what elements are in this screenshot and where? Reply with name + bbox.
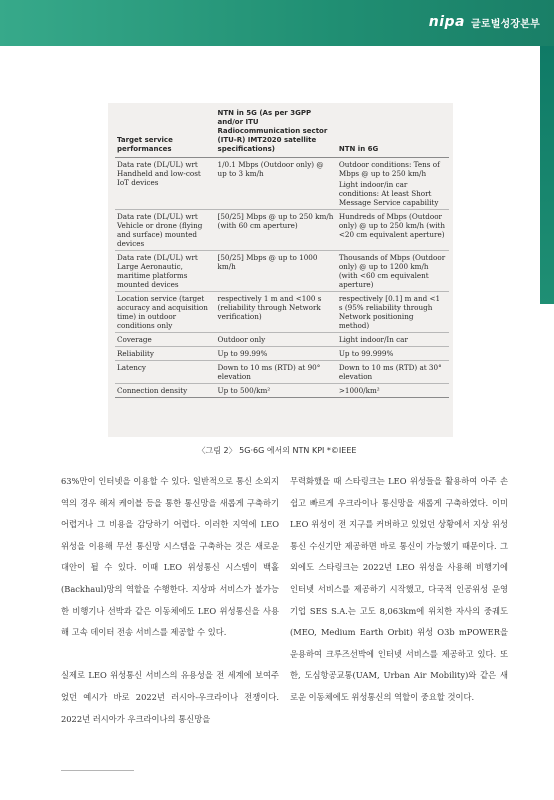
cell-service: Data rate (DL/UL) wrt Vehicle or drone (flying and surface) mounted devices [115,210,216,251]
paragraph: 63%만이 인터넷을 이용할 수 있다. 일반적으로 통신 소외지역의 경우 해저 케이블 등을 통한 통신망을 새롭게 구축하기 어렵거나 그 비용을 감당하기 어렵다. 이러한 지역에 LEO 위성을 이용해 무선 통신망 시스템을 구축하는 것은 새로운 대안이 될 수 있다. 이때 LEO 위성통신 시스템이 백홀(Backhaul)망의 역할을 수행한다. 지상파 서비스가 불가능한 비행기나 선박과 같은 이동체에도 LEO 위성통신을 사용해 고속 데이터 전송 서비스를 제공할 수 있다. [61,476,279,638]
cell-5g: Outdoor only [216,333,337,347]
figure-caption: 〈그림 2〉 5G·6G 에서의 NTN KPI *©IEEE [197,446,357,455]
body-column-left [61,471,279,730]
paragraph: 무력화했을 때 스타링크는 LEO 위성들을 활용하여 아주 손쉽고 빠르게 우크라이나 통신망을 새롭게 구축하였다. 이미 LEO 위성이 전 지구를 커버하고 있었던 상황에서 지상 위성통신 수신기만 제공하면 바로 통신이 가능했기 때문이다. 그 외에도 스타링크는 2022년 LEO 위성을 사용해 비행기에 인터넷 서비스를 제공하기 시작했고, 다국적 인공위성 운영 기업 SES S.A.는 고도 8,063km에 위치한 자사의 중궤도(MEO, Medium Earth Orbit) 위성 O3b mPOWER을 운용하여 크루즈선박에 인터넷 서비스를 제공하고 있다. 또한, 도심항공교통(UAM, Urban Air Mobility)와 같은 새로운 이동체에도 위성통신의 역할이 중요할 것이다. [290,476,508,702]
header-bar [0,0,554,46]
figure-kpi-table [108,103,453,437]
cell-service: Data rate (DL/UL) wrt Handheld and low-cost IoT devices [117,160,201,187]
cell-6g-main: Outdoor conditions: Tens of Mbps @ up to 250 km/h [338,160,440,178]
brand [429,14,540,30]
kpi-table [115,107,449,398]
cell-6g: Light indoor/In car [337,333,449,347]
table-row [115,361,449,384]
cell-service: Location service (target accuracy and acquisition time) in outdoor conditions only [115,292,216,333]
cell-5g: respectively 1 m and <100 s (reliability through Network verification) [216,292,337,333]
department-name: 글로벌성장본부 [470,18,540,30]
cell-5g: [50/25] Mbps @ up to 1000 km/h [216,251,337,292]
cell-6g: >1000/km² [337,384,449,398]
cell-6g [337,158,449,210]
cell-6g: Thousands of Mbps (Outdoor only) @ up to 1200 km/h (with <60 cm equivalent aperture) [337,251,449,292]
cell-service: Coverage [115,333,216,347]
cell-6g: Hundreds of Mbps (Outdoor only) @ up to 250 km/h (with <20 cm equivalent aperture) [337,210,449,251]
footnote-divider [61,770,134,771]
cell-service: Data rate (DL/UL) wrt Large Aeronautic, maritime platforms mounted devices [115,251,216,292]
cell-5g: Down to 10 ms (RTD) at 90° elevation [216,361,337,384]
cell-6g: Down to 10 ms (RTD) at 30° elevation [337,361,449,384]
table-row [115,158,449,210]
cell-5g: [50/25] Mbps @ up to 250 km/h (with 60 cm aperture) [216,210,337,251]
cell-5g: Up to 500/km² [216,384,337,398]
cell-5g: Up to 99.99% [216,347,337,361]
table-row [115,384,449,398]
paragraph: 실제로 LEO 위성통신 서비스의 유용성을 전 세계에 보여주었던 예시가 바로 2022년 러시아-우크라이나 전쟁이다. 2022년 러시아가 우크라이나의 통신망을 [61,670,279,724]
body-column-right [290,471,508,709]
cell-service: Reliability [115,347,216,361]
table-row [115,347,449,361]
cell-6g: Up to 99.999% [337,347,449,361]
side-accent-bar [540,46,554,304]
cell-6g-extra: Light indoor/in car conditions: At least Short Message Service capability [338,180,439,207]
table-row [115,251,449,292]
cell-service: Latency [115,361,216,384]
cell-6g: respectively [0.1] m and <1 s (95% reliability through Network positioning method) [337,292,449,333]
header-target-service: Target service performances [115,107,216,158]
header-ntn-6g: NTN in 6G [337,107,449,158]
header-ntn-5g: NTN in 5G (As per 3GPP and/or ITU Radiocommunication sector (ITU-R) IMT2020 satellite specifications) [216,107,337,158]
cell-service: Connection density [115,384,216,398]
nipa-logo: nipa [428,14,465,30]
table-row [115,333,449,347]
cell-5g: 1/0.1 Mbps (Outdoor only) @ up to 3 km/h [217,160,324,178]
table-row [115,210,449,251]
table-row [115,292,449,333]
